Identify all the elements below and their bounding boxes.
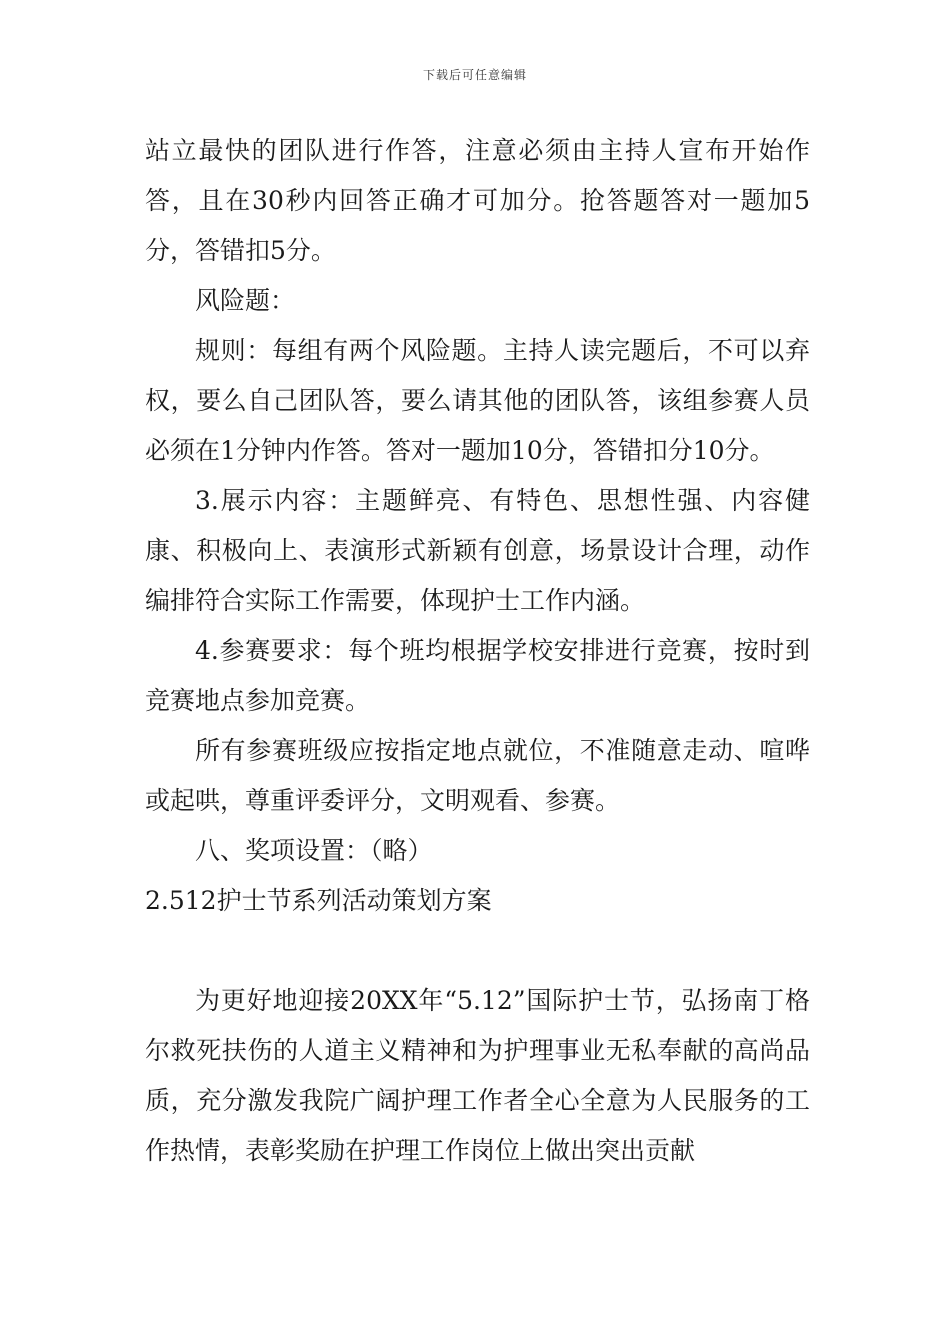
blank-line bbox=[145, 926, 810, 976]
section-title-nurses-day-plan: 2.512护士节系列活动策划方案 bbox=[145, 886, 492, 915]
paragraph-risk-question-heading: 风险题： bbox=[195, 286, 296, 315]
paragraph-conduct-rules: 所有参赛班级应按指定地点就位，不准随意走动、喧哗或起哄，尊重评委评分，文明观看、参赛。 bbox=[145, 736, 810, 815]
page-header: 下载后可任意编辑 bbox=[422, 68, 527, 82]
paragraph-nurses-day-intro: 为更好地迎接20XX年“5.12”国际护士节，弘扬南丁格尔救死扶伤的人道主义精神和为护理事业无私奉献的高尚品质，充分激发我院广阔护理工作者全心全意为人民服务的工作热情，表彰奖励在护理工作岗位上做出突出贡献 bbox=[145, 986, 810, 1165]
paragraph-risk-question-rules: 规则：每组有两个风险题。主持人读完题后，不可以弃权，要么自己团队答，要么请其他的团队答，该组参赛人员必须在1分钟内作答。答对一题加10分，答错扣分10分。 bbox=[145, 336, 810, 465]
paragraph-display-content: 3.展示内容：主题鲜亮、有特色、思想性强、内容健康、积极向上、表演形式新颖有创意，场景设计合理，动作编排符合实际工作需要，体现护士工作内涵。 bbox=[145, 486, 810, 615]
paragraph-competition-requirements: 4.参赛要求：每个班均根据学校安排进行竞赛，按时到竞赛地点参加竞赛。 bbox=[145, 636, 810, 715]
document-body bbox=[145, 126, 810, 1176]
paragraph-awards-section: 八、奖项设置：（略） bbox=[195, 836, 433, 865]
paragraph-quick-answer-rules: 站立最快的团队进行作答，注意必须由主持人宣布开始作答，且在30秒内回答正确才可加分。抢答题答对一题加5分，答错扣5分。 bbox=[145, 136, 810, 265]
